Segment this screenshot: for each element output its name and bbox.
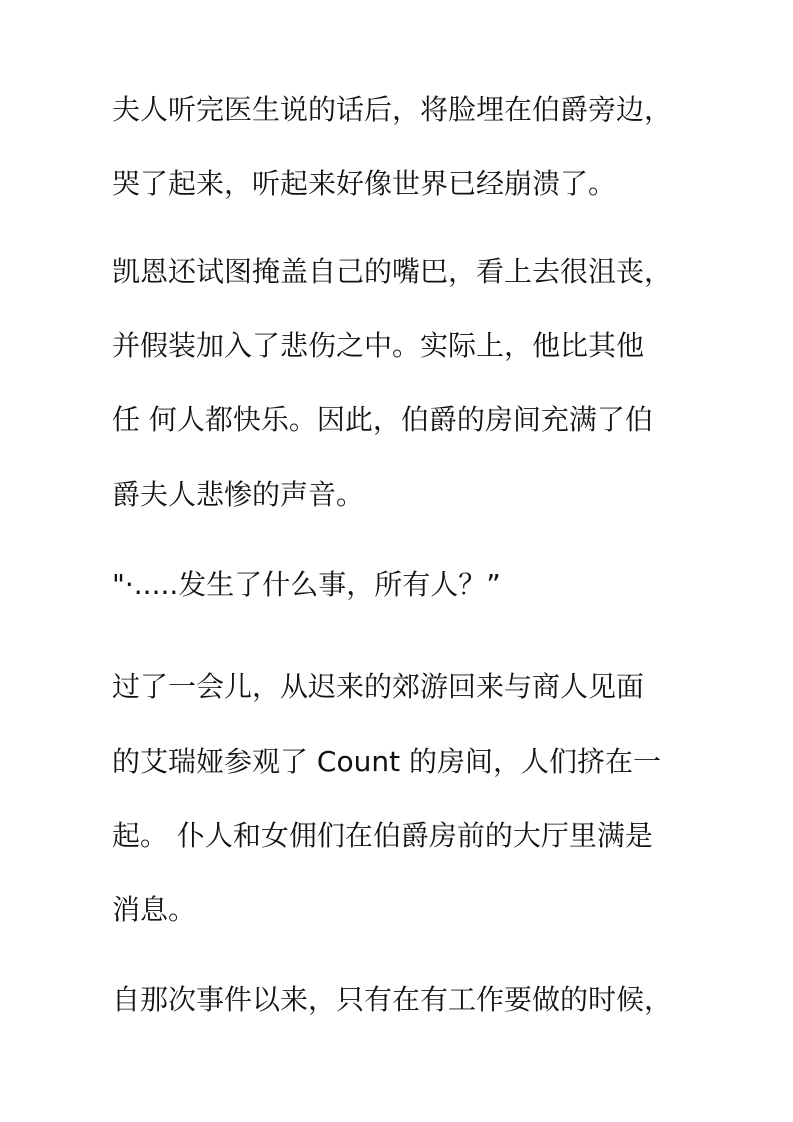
text-line-5: 任 何人都快乐。因此，伯爵的房间充满了伯 (112, 403, 653, 436)
text-line-11: 消息。 (112, 893, 197, 926)
text-line-1: 夫人听完医生说的话后，将脸埋在伯爵旁边， (112, 93, 673, 126)
text-line-2: 哭了起来，听起来好像世界已经崩溃了。 (112, 167, 617, 200)
text-line-4: 并假装加入了悲伤之中。实际上，他比其他 (112, 329, 645, 362)
text-line-10: 起。 仆人和女佣们在伯爵房前的大厅里满是 (112, 819, 653, 852)
text-line-3: 凯恩还试图掩盖自己的嘴巴，看上去很沮丧， (112, 255, 673, 288)
text-line-6: 爵夫人悲惨的声音。 (112, 478, 365, 511)
text-line-7: "·.....发生了什么事，所有人？” (112, 568, 501, 601)
text-line-8: 过了一会儿，从迟来的郊游回来与商人见面 (112, 670, 645, 703)
text-line-9: 的艾瑞娅参观了 Count 的房间，人们挤在一 (112, 745, 661, 778)
text-line-12: 自那次事件以来，只有在有工作要做的时候， (112, 983, 673, 1016)
